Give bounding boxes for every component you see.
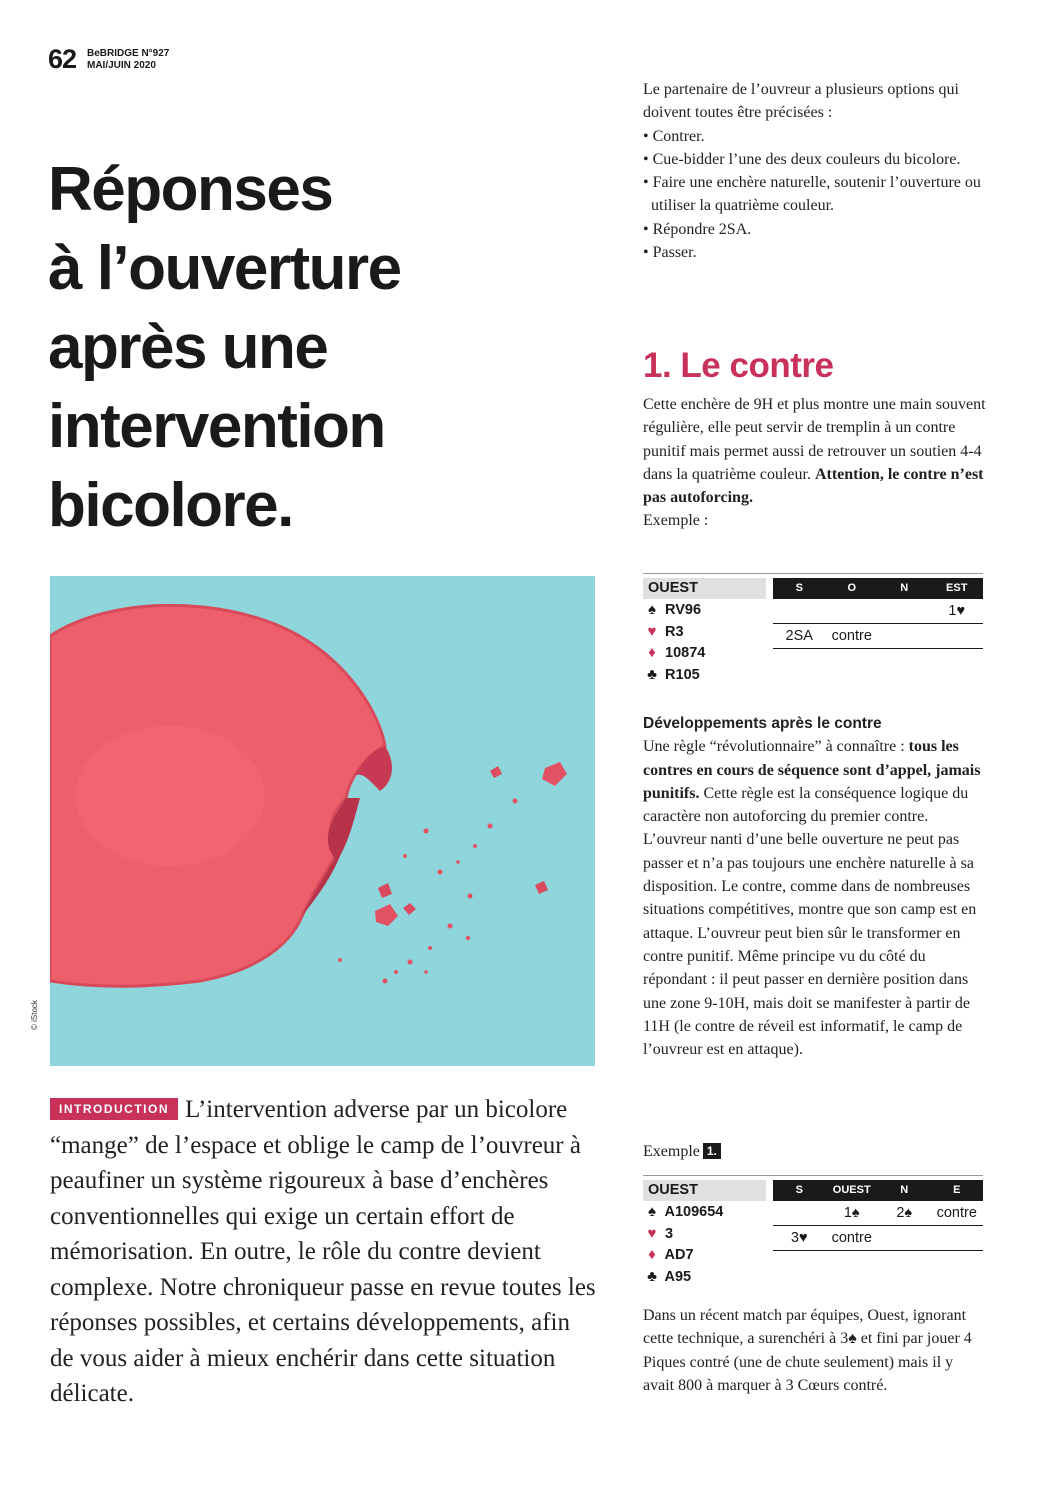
article-title: [48, 150, 401, 545]
auction-col-head: EST: [946, 582, 968, 594]
intro-text: L’intervention adverse par un bicolore “mange” de l’espace et oblige le camp de l’ouvreur à peaufiner un système rigoureux à base d’enchères conventionnelles qui exige un certain effort de mémorisation. En outre, le rôle du contre devient complexe. Notre chroniqueur passe en revue toutes les réponses possibles, et certains développements, afin de vous aider à mieux enchérir dans cette situation délicate.: [50, 1096, 596, 1407]
title-line: Réponses: [48, 155, 333, 224]
hand-row: [643, 664, 763, 686]
auction-col-head: N: [900, 1184, 909, 1196]
auction-table: [773, 578, 983, 649]
bid: 2SA: [785, 628, 813, 644]
hand-row: [643, 1244, 763, 1266]
auction-row: [773, 624, 983, 649]
option-item: • Contrer.: [643, 127, 705, 145]
deal-diagram-2: [643, 1180, 983, 1292]
bid: contre: [936, 1205, 977, 1221]
section1-bold: Attention, le contre n’est pas autoforcing.: [643, 465, 984, 507]
photo-credit: © iStock: [30, 1000, 39, 1030]
spade-icon: ♠: [648, 1203, 656, 1220]
bid: [773, 1201, 826, 1225]
magazine-issue: [87, 48, 169, 72]
auction-table: [773, 1180, 983, 1251]
hand-row: [643, 1223, 763, 1245]
title-line: à l’ouverture: [48, 234, 401, 303]
auction-col-head: N: [900, 582, 909, 594]
intro-paragraph: [50, 1092, 598, 1412]
example-badge: 1.: [703, 1143, 721, 1159]
intro-tag: INTRODUCTION: [50, 1098, 178, 1120]
hand-row: [643, 621, 763, 643]
auction-header: [773, 1180, 983, 1201]
options-block: [643, 78, 988, 264]
auction-col-head: S: [795, 1184, 803, 1196]
spade-icon: ♠: [648, 601, 656, 618]
diamond-icon: ♦: [648, 644, 656, 661]
bid: contre: [831, 1230, 872, 1246]
section1-example-label: Exemple :: [643, 512, 709, 530]
macaron-photo: [50, 576, 595, 1066]
hand-row: [643, 1201, 763, 1223]
bid: 1♠: [843, 1205, 860, 1221]
developments-text: Cette règle est la conséquence logique du caractère non autoforcing du premier contre. L’ouvreur nanti d’une belle ouverture ne peut pas passer et n’a pas toujours une enchère naturelle à sa disposition. Le contre, comme dans de nombreuses situations compétitives, montre que son camp est en attaque. L’ouvreur peut bien sûr le transformer en contre punitif. Même principe vu du côté du répondant : il peut passer en dernière position dans une zone 9-10H, mais doit se manifester à partir de 11H (le contre de réveil est informatif, le camp de l’ouvreur est en attaque).: [643, 784, 977, 1059]
bid: 3♥: [790, 1230, 808, 1246]
bid: 2♠: [896, 1205, 913, 1221]
bid: contre: [831, 628, 872, 644]
auction-row: [773, 1226, 983, 1251]
option-item: • Passer.: [643, 244, 697, 262]
west-hand: [643, 578, 763, 685]
developments-bold: tous les contres en cours de séquence sont d’appel, jamais punitifs.: [643, 738, 981, 802]
bid: [931, 1226, 984, 1250]
macaron-illustration: [50, 576, 595, 1066]
hand-title: OUEST: [643, 578, 766, 599]
title-line: après une: [48, 313, 328, 382]
auction-col-head: E: [953, 1184, 961, 1196]
options-lead: Le partenaire de l’ouvreur a plusieurs options qui doivent toutes être précisées :: [643, 81, 959, 122]
options-list: [643, 125, 988, 265]
section1-paragraph: [643, 393, 988, 509]
magazine-date: MAI/JUIN 2020: [87, 60, 156, 71]
option-item: • Faire une enchère naturelle, soutenir l’ouverture ou utiliser la quatrième couleur.: [643, 174, 981, 215]
bid: [878, 624, 931, 648]
hand-cards: A109654: [664, 1204, 724, 1220]
hand-cards: R105: [665, 666, 700, 683]
option-item: • Répondre 2SA.: [643, 220, 752, 238]
auction-col-head: OUEST: [832, 1184, 871, 1196]
magazine-name: BeBRIDGE N°927: [87, 48, 170, 59]
bid: [826, 599, 879, 623]
hand-cards: 3: [665, 1225, 674, 1242]
hand-row: [643, 599, 763, 621]
club-icon: ♣: [647, 1267, 657, 1285]
developments-text: Une règle “révolutionnaire” à connaître :: [643, 738, 905, 756]
section-title: 1. Le contre: [643, 346, 834, 385]
conclusion-block: [643, 1304, 988, 1397]
bid: 1♥: [948, 603, 966, 619]
example-text: Exemple: [643, 1143, 700, 1160]
bid: [931, 624, 984, 648]
option-item: • Cue-bidder l’une des deux couleurs du bicolore.: [643, 150, 961, 168]
bid: [773, 599, 826, 623]
page-number: 62: [48, 44, 77, 74]
title-line: bicolore.: [48, 471, 293, 540]
diamond-icon: ♦: [648, 1246, 656, 1263]
hand-cards: AD7: [664, 1247, 694, 1263]
hand-cards: A95: [664, 1268, 692, 1285]
auction-row: [773, 599, 983, 624]
example-label: [643, 1140, 721, 1163]
divider: [643, 573, 983, 574]
heart-icon: ♥: [647, 622, 657, 640]
auction-header: [773, 578, 983, 599]
club-icon: ♣: [647, 665, 657, 683]
developments-block: [643, 712, 988, 1061]
hand-cards: R3: [665, 623, 684, 640]
title-line: intervention: [48, 392, 385, 461]
west-hand: [643, 1180, 763, 1287]
heart-icon: ♥: [647, 1224, 657, 1242]
hand-title: OUEST: [643, 1180, 766, 1201]
auction-row: [773, 1201, 983, 1226]
auction-col-head: O: [847, 582, 857, 594]
hand-row: [643, 642, 763, 664]
developments-paragraph: [643, 735, 988, 1061]
bid: [878, 1226, 931, 1250]
hand-row: [643, 1266, 763, 1288]
hand-cards: 10874: [665, 645, 706, 661]
conclusion-text: Dans un récent match par équipes, Ouest, ignorant cette technique, a surenchéri à 3♠ et fini par jouer 4 Piques contré (une de chute seulement) mais il y avait 800 à marquer à 3 Cœurs contré.: [643, 1307, 972, 1394]
section1-body: [643, 393, 988, 533]
section1-text: Cette enchère de 9H et plus montre une main souvent régulière, elle peut servir de tremplin à un contre punitif mais permet aussi de retrouver un soutien 4-4 dans la quatrième couleur.: [643, 396, 986, 483]
deal-diagram-1: [643, 578, 983, 690]
developments-heading: Développements après le contre: [643, 715, 882, 732]
bid: [878, 599, 931, 623]
auction-col-head: S: [795, 582, 803, 594]
hand-cards: RV96: [665, 602, 702, 618]
divider: [643, 1175, 983, 1176]
